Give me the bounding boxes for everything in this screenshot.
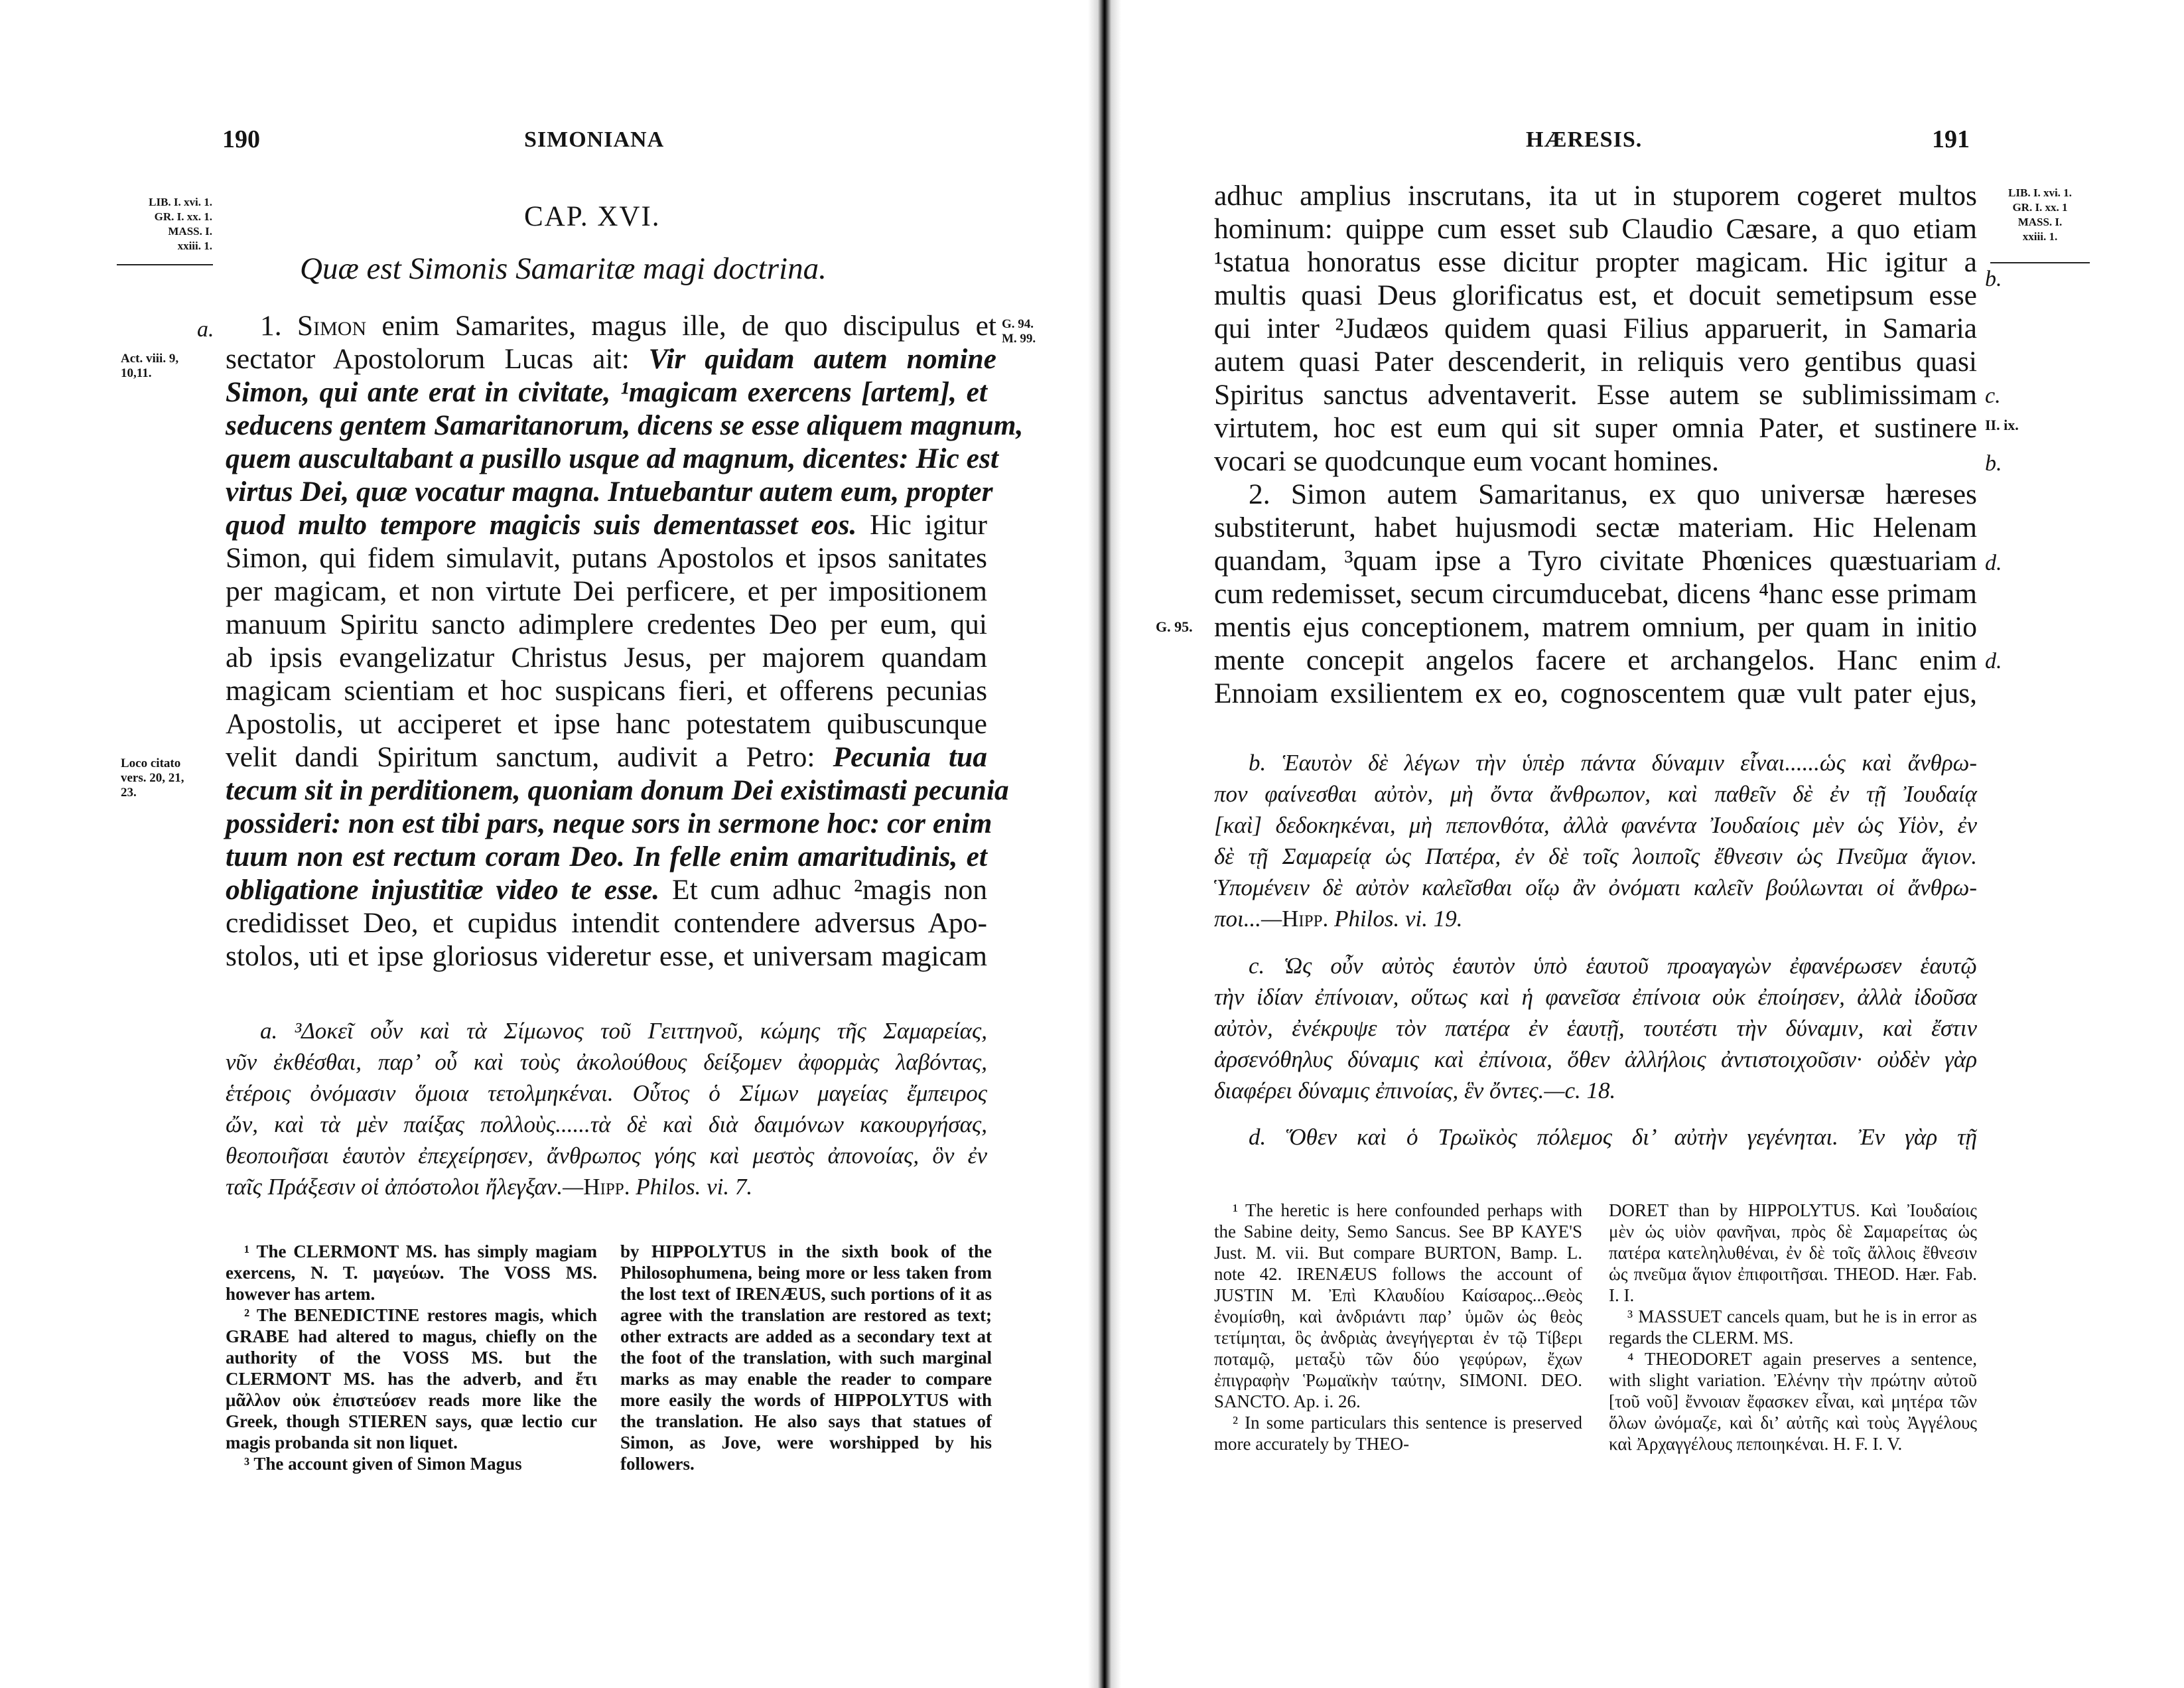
footnote: by HIPPOLYTUS in the sixth book of the Philosophumena, being more or less taken from the lost text of IRENÆUS, such portions of it as agree with the translation are restored as text; other extracts are added as a secondary text at the foot of the translation, with such marginal marks as may enable the reader to compare more easily the words of HIPPOLYTUS with the translation. He also says that statues of Simon, as Jove, were worshipped by his followers. — [620, 1241, 992, 1474]
footnotes-column-2 — [1609, 1200, 1977, 1454]
margin-reference: II. ix. — [1985, 417, 2019, 433]
margin-reference: G. 95. — [1156, 618, 1193, 635]
text-line: magicam scientiam et hoc suspicans fieri, et offerens pecunias — [226, 675, 987, 707]
greek-line: ταῖς Πράξεσιν οἱ ἀπόστολοι ἤλεγξαν.—Hipp. Philos. vi. 7. — [226, 1174, 753, 1200]
chapter-subtitle: Quæ est Simonis Samaritæ magi doctrina. — [300, 251, 827, 286]
book-gutter — [1088, 0, 1121, 1688]
margin-letter-b: b. — [1985, 267, 2002, 291]
text-line: manuum Spiritu sancto adimplere credentes Deo per eum, qui — [226, 608, 987, 640]
greek-line: ποι...—Hipp. Philos. vi. 19. — [1214, 906, 1463, 932]
text-line: Ennoiam exsilientem ex eo, cognoscentem quæ vult pater ejus, — [1214, 677, 1977, 709]
text-line: 2. Simon autem Samaritanus, ex quo universæ hæreses — [1249, 478, 1977, 510]
footnote: ¹ The CLERMONT MS. has simply magiam exercens, N. T. μαγεύων. The VOSS MS. however has artem. — [226, 1241, 597, 1304]
footnote: ³ The account given of Simon Magus — [244, 1454, 522, 1474]
text-line: ¹statua honoratus esse dicitur propter magicam. Hic igitur a — [1214, 246, 1977, 278]
text-line: Apostolis, ut acciperet et ipse hanc potestatem quibuscunque — [226, 708, 987, 740]
greek-line: b. Ἑαυτὸν δὲ λέγων τὴν ὑπὲρ πάντα δύναμιν εἶναι......ὡς καὶ ἄνθρω- — [1249, 750, 1977, 776]
text-line: virtus Dei, quæ vocatur magna. Intuebantur autem eum, propter — [226, 476, 993, 508]
greek-line: d. Ὅθεν καὶ ὁ Τρωϊκὸς πόλεμος δι’ αὐτὴν γεγένηται. Ἐν γὰρ τῇ — [1249, 1124, 1977, 1150]
running-head: SIMONIANA — [524, 127, 665, 152]
greek-line: διαφέρει δύναμις ἐπινοίας, ἓν ὄντες.—c. 18. — [1214, 1078, 1616, 1103]
greek-line: τὴν ἰδίαν ἐπίνοιαν, οὕτως καὶ ἡ φανεῖσα ἐπίνοια οὐκ ἐποίησεν, ἀλλὰ ἰδοῦσα — [1214, 984, 1977, 1010]
margin-rule — [117, 264, 213, 265]
chapter-heading: CAP. XVI. — [524, 201, 661, 232]
greek-line: νῦν ἐκθέσθαι, παρ’ οὗ καὶ τοὺς ἀκολούθους δείξομεν ἀφορμὰς λαβόντας, — [226, 1049, 987, 1075]
text-line: quandam, ³quam ipse a Tyro civitate Phœnices quæstuariam — [1214, 545, 1977, 577]
greek-line: δὲ τῇ Σαμαρείᾳ ὡς Πατέρα, ἐν δὲ τοῖς λοιποῖς ἔθνεσιν ὡς Πνεῦμα ἅγιον. — [1214, 843, 1977, 869]
margin-letter-c: c. — [1985, 384, 2001, 408]
footnote: ¹ The heretic is here confounded perhaps with the Sabine deity, Semo Sancus. See BP KAYE'S Just. M. vii. But compare BURTON, Bamp. L. note 42. IRENÆUS follows the account of JUSTIN M. Ἐπὶ Κλαυδίου Καίσαρος...Θεὸς ἐνομίσθη, καὶ ἀνδριάντι παρ’ ὑμῶν ὡς θεὸς τετίμηται, ὃς ἀνδριὰς ἀνεγήγερται ἐν τῷ Τίβερι ποταμῷ, μεταξὺ τῶν δύο γεφύρων, ἔχων ἐπιγραφὴν Ῥωμαϊκὴν ταύτην, SIMONI. DEO. SANCTO. Ap. i. 26. — [1214, 1200, 1582, 1411]
text-line: qui inter ²Judæos quidem quasi Filius apparuerit, in Samaria — [1214, 313, 1977, 344]
margin-reference: LIB. I. xvi. 1. GR. I. xx. 1 MASS. I. xxiii. 1. — [2008, 186, 2072, 243]
text-line: possideri: non est tibi pars, neque sors in sermone hoc: cor enim — [226, 808, 992, 839]
margin-letter-a: a. — [197, 317, 214, 342]
footnote: ² The BENEDICTINE restores magis, which GRABE had altered to magus, chiefly on the authority of the VOSS MS. but the CLERMONT MS. has the adverb, and ἔτι μᾶλλον οὐκ ἐπιστεύσεν reads more like the Greek, though STIEREN says, quæ lectio cur magis probanda sit non liquet. — [226, 1305, 597, 1452]
text-line: seducens gentem Samaritanorum, dicens se esse aliquem magnum, — [226, 409, 1024, 441]
text-line: velit dandi Spiritum sanctum, audivit a Petro: Pecunia tua — [226, 741, 987, 773]
margin-reference: Act. viii. 9, 10,11. — [121, 352, 179, 380]
margin-reference: G. 94. M. 99. — [1002, 317, 1036, 346]
text-line: mente concepit angelos facere et archangelos. Hanc enim — [1214, 644, 1977, 676]
footnote: ⁴ THEODORET again preserves a sentence, with slight variation. Ἐλένην τὴν πρώτην αὐτοῦ [τοῦ νοῦ] ἔννοιαν ἔφασκεν εἶναι, καὶ μητέρα τῶν ὅλων ὠνόμαζε, καὶ δι’ αὐτῆς καὶ τοὺς Ἀγγέλους καὶ Ἀρχαγγέλους πεποιηκέναι. H. F. I. V. — [1609, 1349, 1977, 1454]
text-line: stolos, uti et ipse gloriosus videretur esse, et universam magicam — [226, 940, 987, 972]
margin-letter-d: d. — [1985, 551, 2002, 575]
text-line: multis quasi Deus glorificatus est, et docuit semetipsum esse — [1214, 279, 1977, 311]
text-line: adhuc amplius inscrutans, ita ut in stuporem cogeret multos — [1214, 180, 1977, 212]
text-line: Spiritus sanctus adventaverit. Esse autem se sublimissimam — [1214, 379, 1977, 411]
footnote: ³ MASSUET cancels quam, but he is in error as regards the CLERM. MS. — [1609, 1306, 1977, 1348]
text-line: tecum sit in perditionem, quoniam donum Dei existimasti pecunia — [226, 774, 1009, 806]
greek-line: αὐτὸν, ἐνέκρυψε τὸν πατέρα ἐν ἑαυτῇ, τουτέστι τὴν δύναμιν, καὶ ἔστιν — [1214, 1015, 1977, 1041]
text-line: autem quasi Pater descenderit, in reliquis vero gentibus quasi — [1214, 346, 1977, 378]
right-page — [1121, 0, 2184, 1688]
text-line: hominum: quippe cum esset sub Claudio Cæsare, a quo etiam — [1214, 213, 1977, 245]
greek-line: Ὑπομένειν δὲ αὐτὸν καλεῖσθαι οἵῳ ἂν ὀνόματι καλεῖν βούλωνται οἱ ἄνθρω- — [1214, 875, 1977, 900]
page-number: 191 — [1932, 125, 1970, 153]
footnotes-column-1 — [1214, 1200, 1582, 1454]
greek-line: πον φαίνεσθαι αὐτὸν, μὴ ὄντα ἄνθρωπον, καὶ παθεῖν δὲ ἐν τῇ Ἰουδαίᾳ — [1214, 781, 1977, 807]
greek-line: ὤν, καὶ τὰ μὲν παίξας πολλοὺς......τὰ δὲ καὶ διὰ δαιμόνων κακουργήσας, — [226, 1111, 987, 1137]
text-line: mentis ejus conceptionem, matrem omnium, per quam in initio — [1214, 611, 1977, 643]
margin-letter-b: b. — [1985, 451, 2002, 476]
footnotes-column-2 — [620, 1241, 992, 1474]
text-line: substiterunt, habet hujusmodi sectæ materiam. Hic Helenam — [1214, 512, 1977, 543]
margin-rule — [1990, 262, 2090, 263]
text-line: credidisset Deo, et cupidus intendit contendere adversus Apo- — [226, 907, 987, 939]
text-line: vocari se quodcunque eum vocant homines. — [1214, 445, 1720, 477]
text-line: Simon, qui ante erat in civitate, ¹magicam exercens [artem], et — [226, 376, 987, 408]
greek-line: ἀρσενόθηλυς δύναμις καὶ ἐπίνοια, ὅθεν ἀλλήλοις ἀντιστοιχοῦσιν· οὐδὲν γὰρ — [1214, 1046, 1977, 1072]
running-head: HÆRESIS. — [1526, 127, 1643, 152]
text-line: cum redemisset, secum circumducebat, dicens ⁴hanc esse primam — [1214, 578, 1977, 610]
margin-reference: LIB. I. xvi. 1. GR. I. xx. 1. MASS. I. xxiii. 1. — [149, 196, 212, 252]
text-line: obligatione injustitiæ video te esse. Et cum adhuc ²magis non — [226, 874, 987, 906]
text-line: per magicam, et non virtute Dei perficere, et per impositionem — [226, 575, 987, 607]
greek-line: [καὶ] δεδοκηκέναι, μὴ πεπονθότα, ἀλλὰ φανέντα Ἰουδαίοις μὲν ὡς Υἱὸν, ἐν — [1214, 812, 1977, 838]
text-line: quem auscultabant a pusillo usque ad magnum, dicentes: Hic est — [226, 443, 998, 474]
text-line: tuum non est rectum coram Deo. In felle enim amaritudinis, et — [226, 841, 987, 873]
greek-line: a. ³Δοκεῖ οὖν καὶ τὰ Σίμωνος τοῦ Γειττηνοῦ, κώμης τῆς Σαμαρείας, — [260, 1018, 987, 1044]
footnote: DORET than by HIPPOLYTUS. Καὶ Ἰουδαίοις μὲν ὡς υἱὸν φανῆναι, πρὸς δὲ Σαμαρείτας ὡς πατέρα κατεληλυθέναι, ἐν δὲ τοῖς ἄλλοις ἔθνεσιν ὡς πνεῦμα ἅγιον ἐπιφοιτῆσαι. THEOD. Hær. Fab. I. I. — [1609, 1200, 1977, 1305]
text-line: 1. Simon enim Samarites, magus ille, de quo discipulus et — [260, 310, 996, 342]
text-line: sectator Apostolorum Lucas ait: Vir quidam autem nomine — [226, 343, 996, 375]
greek-line: θεοποιῆσαι ἑαυτὸν ἐπεχείρησεν, ἄνθρωπος γόης καὶ μεστὸς ἀπονοίας, ὃν ἐν — [226, 1143, 987, 1168]
left-page — [0, 0, 1088, 1688]
margin-reference: Loco citato vers. 20, 21, 23. — [121, 756, 184, 800]
margin-letter-d: d. — [1985, 649, 2002, 673]
greek-line: c. Ὡς οὖν αὐτὸς ἑαυτὸν ὑπὸ ἑαυτοῦ προαγαγὼν ἐφανέρωσεν ἑαυτῷ — [1249, 953, 1977, 979]
footnote: ² In some particulars this sentence is preserved more accurately by THEO- — [1214, 1413, 1582, 1454]
page-number: 190 — [222, 125, 260, 153]
text-line: Simon, qui fidem simulavit, putans Apostolos et ipsos sanitates — [226, 542, 987, 574]
text-line: ab ipsis evangelizatur Christus Jesus, per majorem quandam — [226, 642, 987, 673]
greek-line: ἑτέροις ὀνόμασιν ὅμοια τετολμηκέναι. Οὗτος ὁ Σίμων μαγείας ἔμπειρος — [226, 1080, 987, 1106]
footnotes-column-1 — [226, 1241, 597, 1474]
text-line: virtutem, hoc est eum qui sit super omnia Pater, et sustinere — [1214, 412, 1977, 444]
text-line: quod multo tempore magicis suis dementasset eos. Hic igitur — [226, 509, 987, 541]
